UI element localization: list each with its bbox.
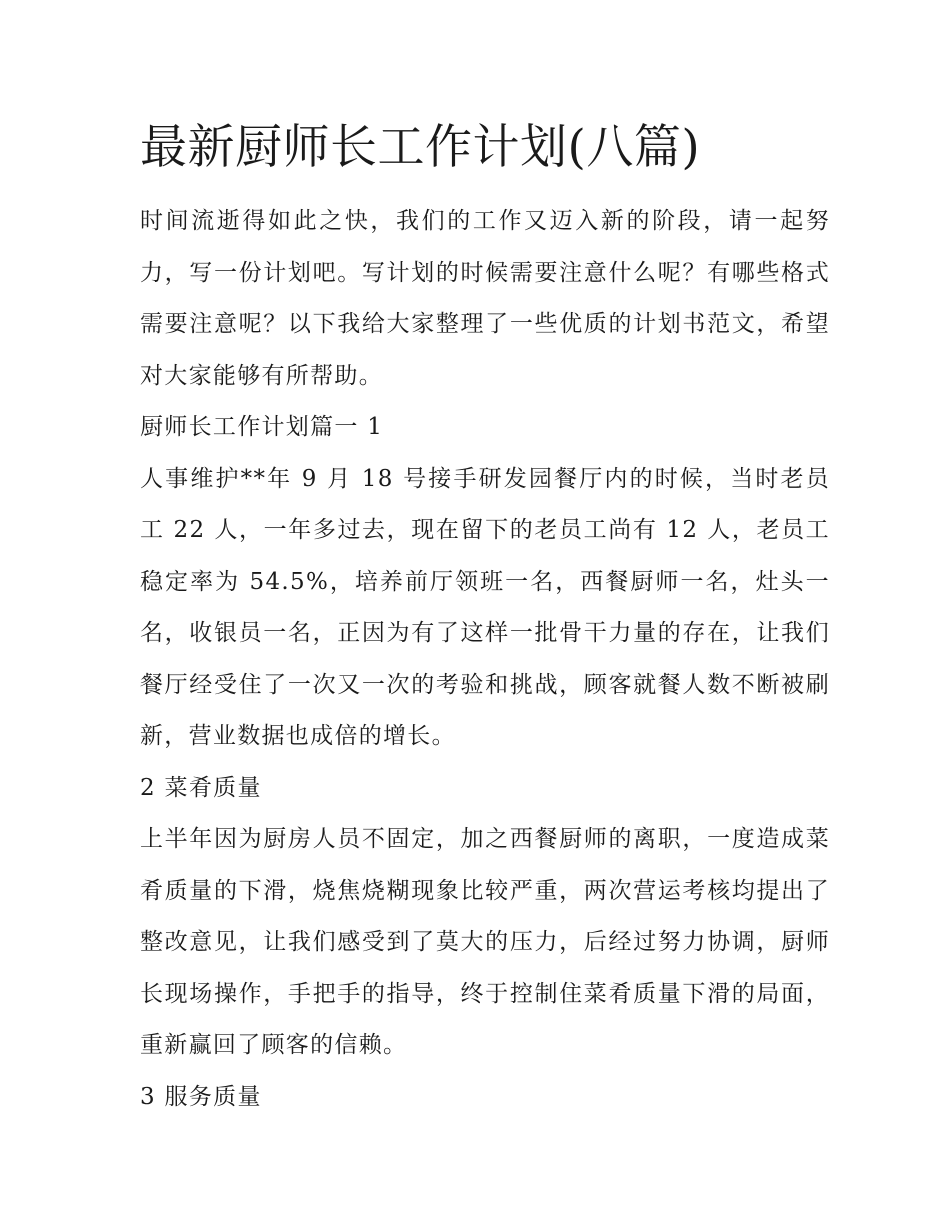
- section-paragraph-2: 上半年因为厨房人员不固定，加之西餐厨师的离职，一度造成菜肴质量的下滑，烧焦烧糊现象比较严重，两次营运考核均提出了整改意见，让我们感受到了莫大的压力，后经过努力协调，厨师长现场操作，手把手的指导，终于控制住菜肴质量下滑的局面，重新赢回了顾客的信赖。: [140, 826, 830, 1058]
- intro-paragraph: 时间流逝得如此之快，我们的工作又迈入新的阶段，请一起努力，写一份计划吧。写计划的时候需要注意什么呢？有哪些格式需要注意呢？以下我给大家整理了一些优质的计划书范文，希望对大家能够有所帮助。: [140, 208, 830, 389]
- section-heading-2: 2 菜肴质量: [140, 774, 262, 801]
- section-paragraph-1: 人事维护**年 9 月 18 号接手研发园餐厅内的时候，当时老员工 22 人，一年多过去，现在留下的老员工尚有 12 人，老员工稳定率为 54.5%，培养前厅领班一名，西餐厨师一名，灶头一名，收银员一名，正因为有了这样一批骨干力量的存在，让我们餐厅经受住了一次又一次的考验和挑战，顾客就餐人数不断被刷新，营业数据也成倍的增长。: [140, 465, 830, 749]
- section-heading-3: 3 服务质量: [140, 1083, 262, 1110]
- document-title: 最新厨师长工作计划(八篇): [140, 120, 701, 175]
- section-heading-1: 厨师长工作计划篇一 1: [140, 414, 384, 440]
- document-body: [140, 196, 830, 1123]
